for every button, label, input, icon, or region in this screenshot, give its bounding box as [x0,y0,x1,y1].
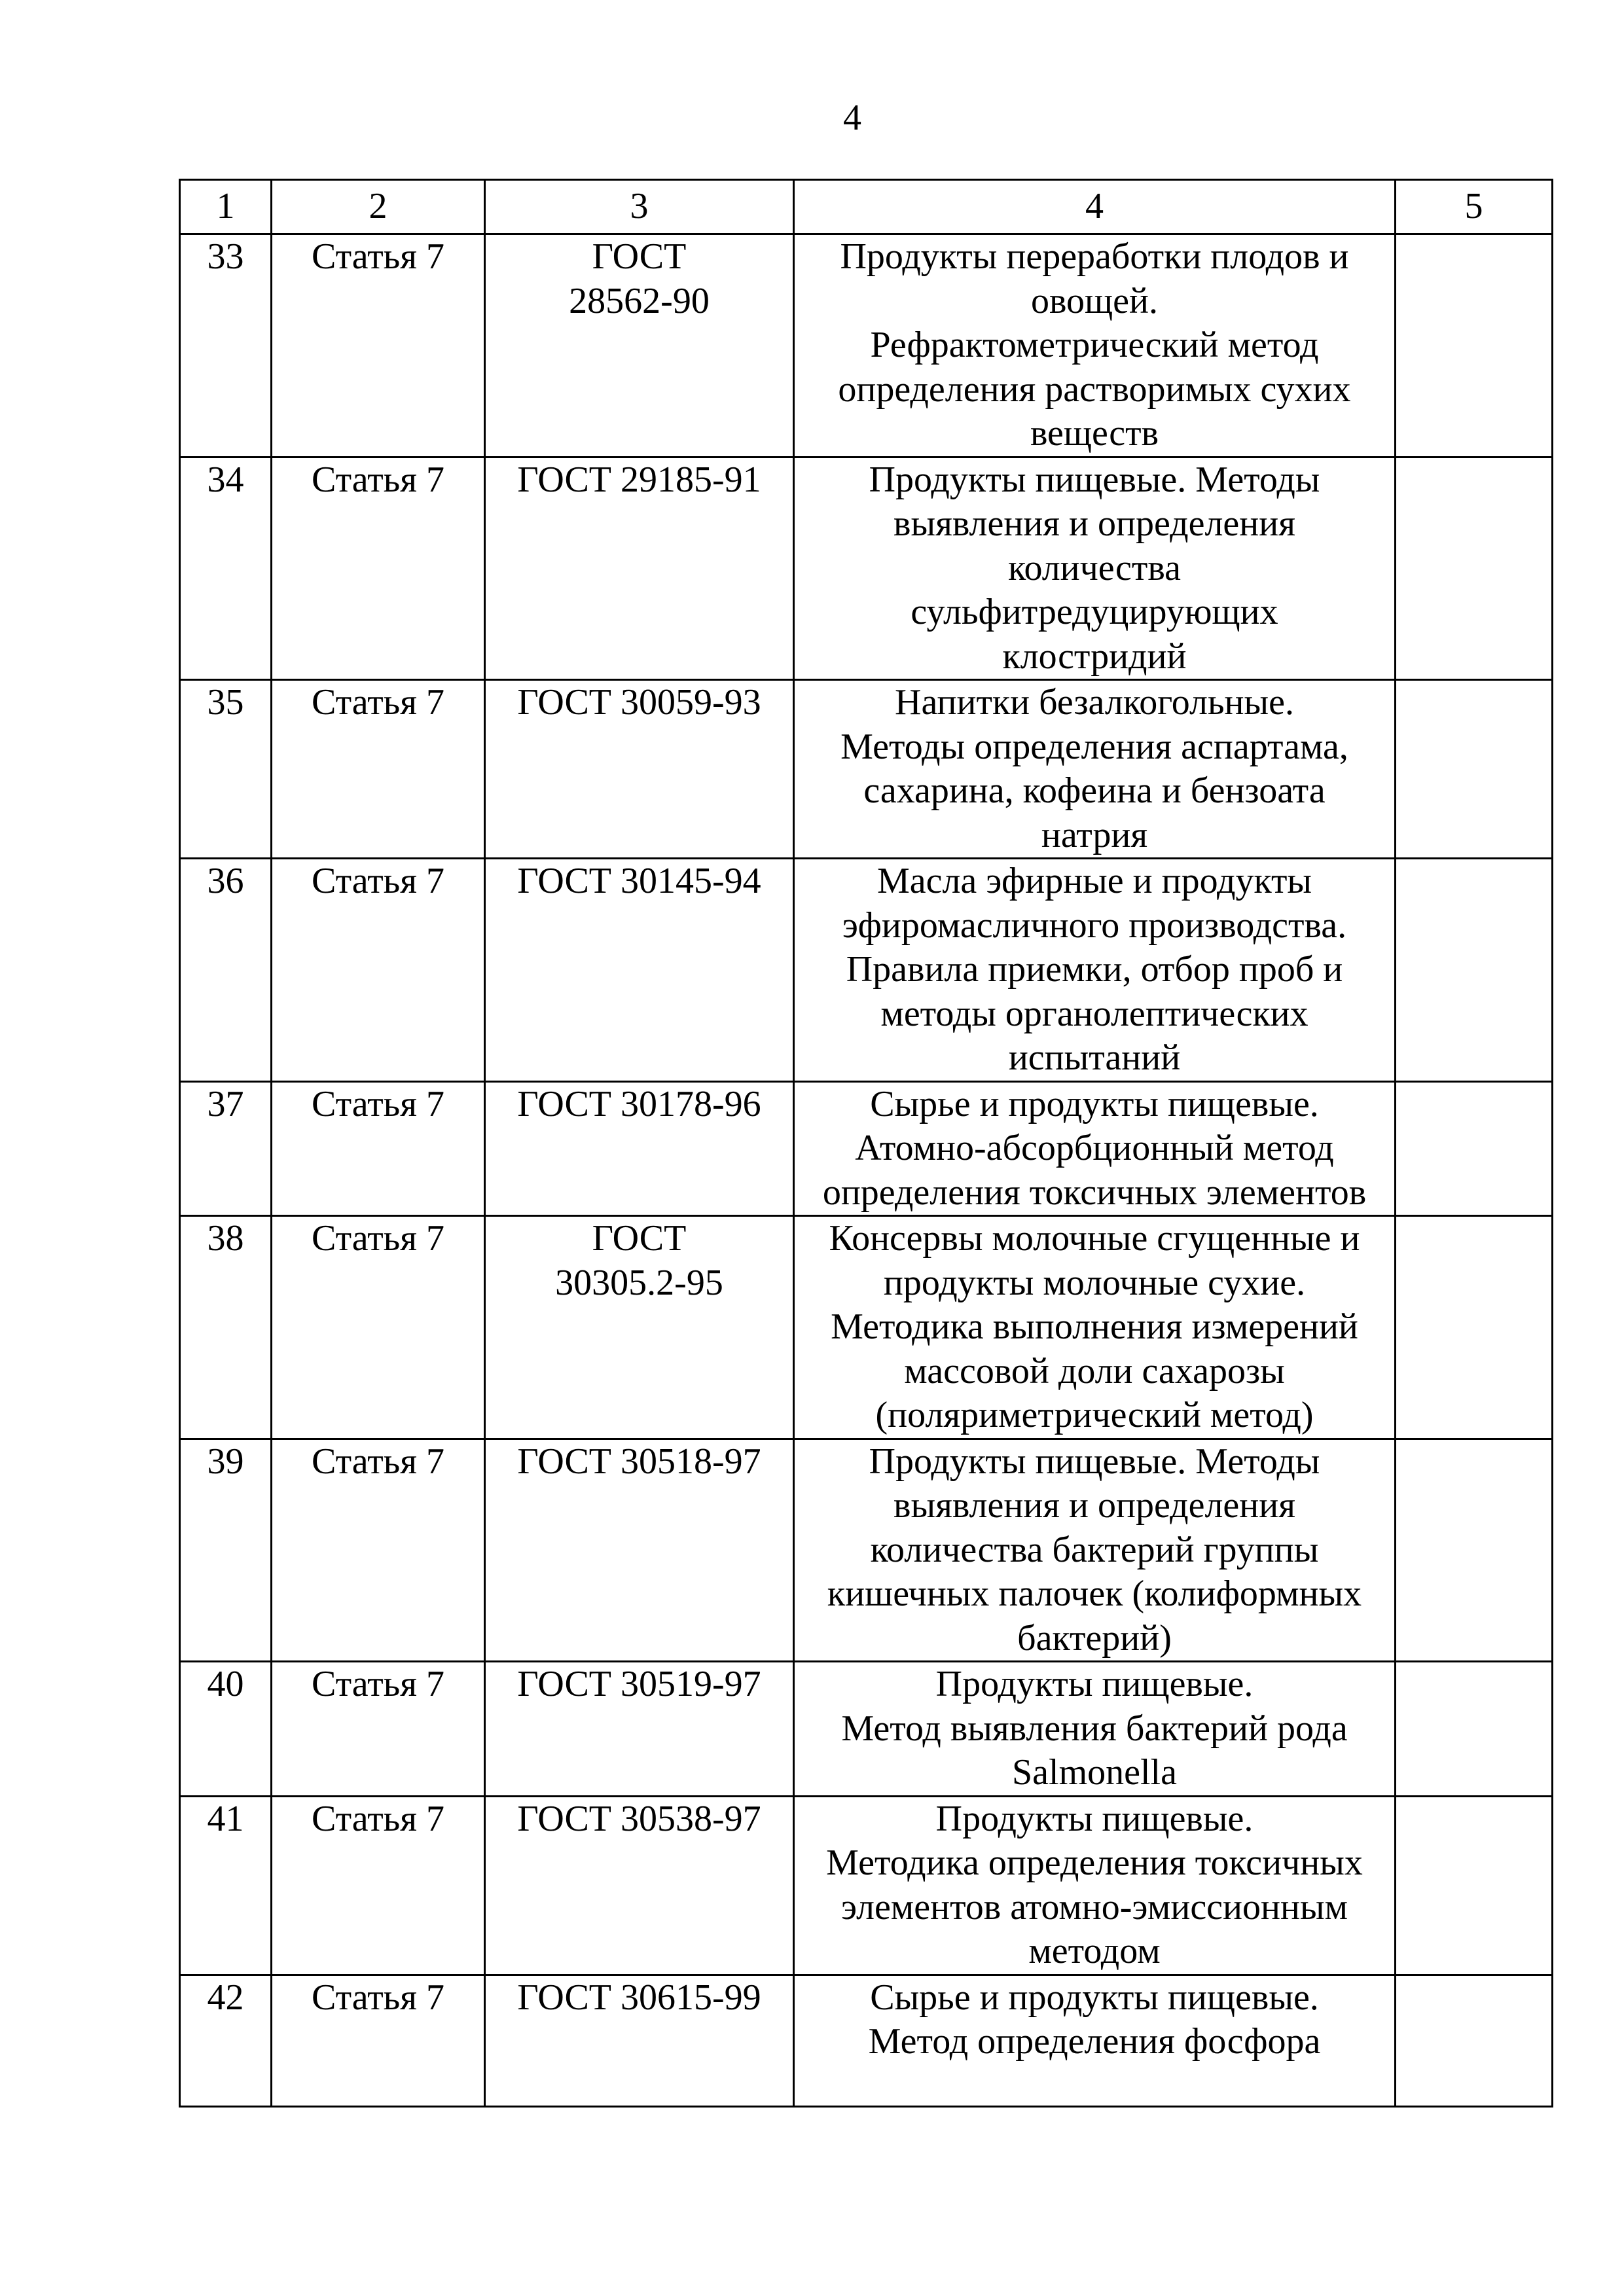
note-cell [1396,1081,1553,1216]
table-row [180,1439,1553,1662]
note-cell [1396,1975,1553,2106]
standard-cell: ГОСТ 30538-97 [485,1796,794,1975]
article-cell: Статья 7 [272,1796,485,1975]
row-number-cell: 35 [180,680,272,859]
article-cell: Статья 7 [272,1439,485,1662]
article-cell: Статья 7 [272,1975,485,2106]
title-cell: Продукты переработки плодов и овощей. Рефрактометрический метод определения растворимых сухих веществ [794,234,1396,457]
table-row [180,1216,1553,1439]
note-cell [1396,1216,1553,1439]
note-cell [1396,1439,1553,1662]
title-cell: Продукты пищевые. Методы выявления и определения количества бактерий группы кишечных палочек (колиформных бактерий) [794,1439,1396,1662]
standard-cell: ГОСТ 30305.2-95 [485,1216,794,1439]
table-row [180,1975,1553,2106]
row-number-cell: 41 [180,1796,272,1975]
column-number-header: 2 [272,180,485,234]
title-cell: Напитки безалкогольные. Методы определения аспартама, сахарина, кофеина и бензоата натрия [794,680,1396,859]
title-cell: Консервы молочные сгущенные и продукты молочные сухие. Методика выполнения измерений массовой доли сахарозы (поляриметрический метод) [794,1216,1396,1439]
row-number-cell: 42 [180,1975,272,2106]
table-row [180,1081,1553,1216]
article-cell: Статья 7 [272,1081,485,1216]
note-cell [1396,1662,1553,1797]
row-number-cell: 34 [180,457,272,680]
article-cell: Статья 7 [272,1216,485,1439]
article-cell: Статья 7 [272,234,485,457]
standard-cell: ГОСТ 30145-94 [485,859,794,1082]
standards-table [179,179,1553,2108]
standard-cell: ГОСТ 30615-99 [485,1975,794,2106]
standard-cell: ГОСТ 30178-96 [485,1081,794,1216]
column-number-header: 4 [794,180,1396,234]
standard-cell: ГОСТ 30518-97 [485,1439,794,1662]
note-cell [1396,680,1553,859]
table-row [180,859,1553,1082]
article-cell: Статья 7 [272,457,485,680]
article-cell: Статья 7 [272,1662,485,1797]
page-number: 4 [843,98,861,138]
table-header-row [180,180,1553,234]
note-cell [1396,1796,1553,1975]
standard-cell: ГОСТ 30519-97 [485,1662,794,1797]
standard-cell: ГОСТ 29185-91 [485,457,794,680]
article-cell: Статья 7 [272,680,485,859]
title-cell: Продукты пищевые. Методы выявления и определения количества сульфитредуцирующих клостридий [794,457,1396,680]
title-cell: Продукты пищевые. Метод выявления бактерий рода Salmonella [794,1662,1396,1797]
table-row [180,457,1553,680]
article-cell: Статья 7 [272,859,485,1082]
row-number-cell: 36 [180,859,272,1082]
table-row [180,680,1553,859]
column-number-header: 5 [1396,180,1553,234]
note-cell [1396,457,1553,680]
row-number-cell: 38 [180,1216,272,1439]
title-cell: Сырье и продукты пищевые. Атомно-абсорбционный метод определения токсичных элементов [794,1081,1396,1216]
column-number-header: 3 [485,180,794,234]
title-cell: Продукты пищевые. Методика определения токсичных элементов атомно-эмиссионным методом [794,1796,1396,1975]
table-row [180,1796,1553,1975]
row-number-cell: 33 [180,234,272,457]
title-cell: Сырье и продукты пищевые. Метод определения фосфора [794,1975,1396,2106]
column-number-header: 1 [180,180,272,234]
table-row [180,234,1553,457]
standard-cell: ГОСТ 30059-93 [485,680,794,859]
row-number-cell: 37 [180,1081,272,1216]
standard-cell: ГОСТ 28562-90 [485,234,794,457]
note-cell [1396,859,1553,1082]
title-cell: Масла эфирные и продукты эфиромасличного производства. Правила приемки, отбор проб и методы органолептических испытаний [794,859,1396,1082]
note-cell [1396,234,1553,457]
table-row [180,1662,1553,1797]
row-number-cell: 39 [180,1439,272,1662]
row-number-cell: 40 [180,1662,272,1797]
